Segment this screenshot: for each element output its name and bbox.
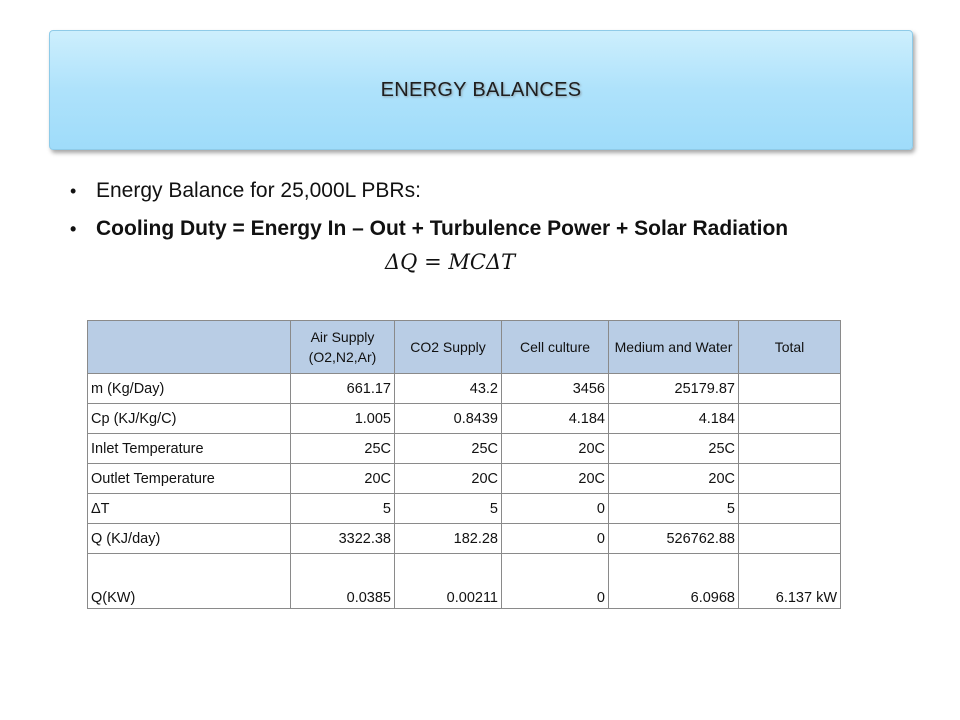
table-cell: 6.137 kW (739, 554, 841, 609)
table-cell: 0.00211 (395, 554, 502, 609)
table-row (88, 554, 841, 609)
table-header-cell: Cell culture (502, 321, 609, 374)
title-banner (49, 30, 913, 150)
table-row (88, 464, 841, 494)
table-cell: 25C (609, 434, 739, 464)
energy-formula (385, 250, 515, 274)
slide-title: ENERGY BALANCES (380, 79, 582, 101)
table-cell: 20C (502, 464, 609, 494)
bullet-text: Cooling Duty = Energy In – Out + Turbulence Power + Solar Radiation (96, 217, 789, 240)
row-label: Q (KJ/day) (88, 524, 291, 554)
table-header-cell (88, 321, 291, 374)
table-cell: 182.28 (395, 524, 502, 554)
table-cell: 25C (395, 434, 502, 464)
bullet-dot-icon: • (70, 219, 77, 239)
table-cell: 3322.38 (291, 524, 395, 554)
table-cell: 6.0968 (609, 554, 739, 609)
table-row (88, 434, 841, 464)
table-header-cell: Medium and Water (609, 321, 739, 374)
table-cell: 5 (609, 494, 739, 524)
table-cell (739, 494, 841, 524)
table-cell: 0.8439 (395, 404, 502, 434)
row-label: Cp (KJ/Kg/C) (88, 404, 291, 434)
table-cell (739, 434, 841, 464)
table-cell: 5 (291, 494, 395, 524)
row-label: Q(KW) (88, 554, 291, 609)
row-label: Outlet Temperature (88, 464, 291, 494)
table-cell: 4.184 (609, 404, 739, 434)
formula-lhs: ΔQ (385, 250, 418, 274)
table-cell: 661.17 (291, 374, 395, 404)
table-cell: 0.0385 (291, 554, 395, 609)
bullet-list (70, 172, 788, 248)
table-cell: 25C (291, 434, 395, 464)
row-label: Inlet Temperature (88, 434, 291, 464)
bullet-text: Energy Balance for 25,000L PBRs: (96, 179, 421, 202)
table-header-row (88, 321, 841, 374)
table-cell: 526762.88 (609, 524, 739, 554)
table-cell: 5 (395, 494, 502, 524)
table-cell: 0 (502, 554, 609, 609)
table-cell: 20C (395, 464, 502, 494)
formula-rhs: MCΔT (448, 250, 516, 274)
table-cell: 4.184 (502, 404, 609, 434)
table-row (88, 374, 841, 404)
table-cell: 3456 (502, 374, 609, 404)
bullet-dot-icon: • (70, 181, 77, 201)
table-header-cell: Air Supply (O2,N2,Ar) (291, 321, 395, 374)
row-label: m (Kg/Day) (88, 374, 291, 404)
table-cell: 0 (502, 524, 609, 554)
table-cell: 25179.87 (609, 374, 739, 404)
energy-balance-table (87, 320, 841, 609)
table-cell: 20C (291, 464, 395, 494)
table-cell: 43.2 (395, 374, 502, 404)
table-row (88, 404, 841, 434)
table-cell (739, 404, 841, 434)
bullet-item (70, 210, 788, 248)
formula-equals: = (424, 250, 442, 274)
table-header-cell: CO2 Supply (395, 321, 502, 374)
table-row (88, 524, 841, 554)
table-cell (739, 524, 841, 554)
table-header-cell: Total (739, 321, 841, 374)
row-label: ΔT (88, 494, 291, 524)
table-cell (739, 374, 841, 404)
table-cell: 0 (502, 494, 609, 524)
table-cell (739, 464, 841, 494)
bullet-item (70, 172, 788, 210)
table-cell: 1.005 (291, 404, 395, 434)
table-cell: 20C (502, 434, 609, 464)
table-cell: 20C (609, 464, 739, 494)
table-row (88, 494, 841, 524)
